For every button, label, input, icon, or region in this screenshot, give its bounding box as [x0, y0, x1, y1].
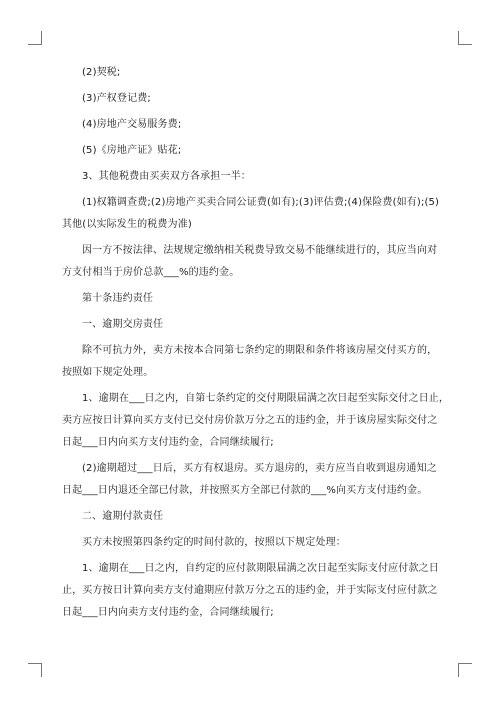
text-line: 1、逾期在___日之内，自约定的应付款期限届满之次日起至实际支付应付款之日 — [82, 563, 439, 574]
text-line: 日起___日内向卖方支付违约金，合同继续履行; — [62, 607, 274, 618]
crop-mark-bottom-right — [458, 663, 472, 677]
text-line: (3)产权登记费; — [82, 93, 151, 104]
text-line: (1)权籍调查费;(2)房地产买卖合同公证费(如有);(3)评估费;(4)保险费(如有);(5) — [82, 197, 440, 208]
text-line: 方支付相当于房价总款___%的违约金。 — [62, 267, 240, 278]
text-line: 日起___日内退还全部已付款，并按照买方全部已付款的___%向买方支付违约金。 — [62, 485, 428, 496]
text-line: 因一方不按法律、法规规定缴纳相关税费导致交易不能继续进行的，其应当向对 — [82, 245, 438, 256]
text-line: 第十条违约责任 — [82, 293, 154, 304]
text-line: (5)《房地产证》贴花; — [82, 145, 182, 156]
text-line: 3、其他税费由买卖双方各承担一半： — [82, 171, 251, 182]
text-line: 卖方应按日计算向买方支付已交付房价款万分之五的违约金，并于该房屋实际交付之 — [62, 415, 438, 426]
text-line: 一、逾期交房责任 — [82, 319, 164, 330]
text-line: 按照如下规定处理。 — [62, 367, 154, 378]
crop-mark-top-right — [458, 31, 472, 45]
text-line: 除不可抗力外，卖方未按本合同第七条约定的期限和条件将该房屋交付买方的， — [82, 345, 438, 356]
text-line: 日起___日内向买方支付违约金，合同继续履行; — [62, 437, 274, 448]
text-line: 止，买方按日计算向卖方支付逾期应付款万分之五的违约金，并于实际支付应付款之 — [62, 585, 438, 596]
crop-mark-bottom-left — [28, 663, 42, 677]
text-line: 1、逾期在___日之内，自第七条约定的交付期限届满之次日起至实际交付之日止， — [82, 393, 450, 404]
text-line: 买方未按照第四条约定的时间付款的，按照以下规定处理： — [82, 537, 346, 548]
text-line: 二、逾期付款责任 — [82, 511, 164, 522]
text-line: (2)契税; — [82, 67, 121, 78]
document-body — [62, 66, 450, 620]
text-line: (4)房地产交易服务费; — [82, 119, 182, 130]
text-line: (2)逾期超过___日后，买方有权退房。买方退房的，卖方应当自收到退房通知之 — [82, 463, 437, 474]
text-line: 其他(以实际发生的税费为准) — [62, 219, 192, 230]
crop-mark-top-left — [28, 31, 42, 45]
